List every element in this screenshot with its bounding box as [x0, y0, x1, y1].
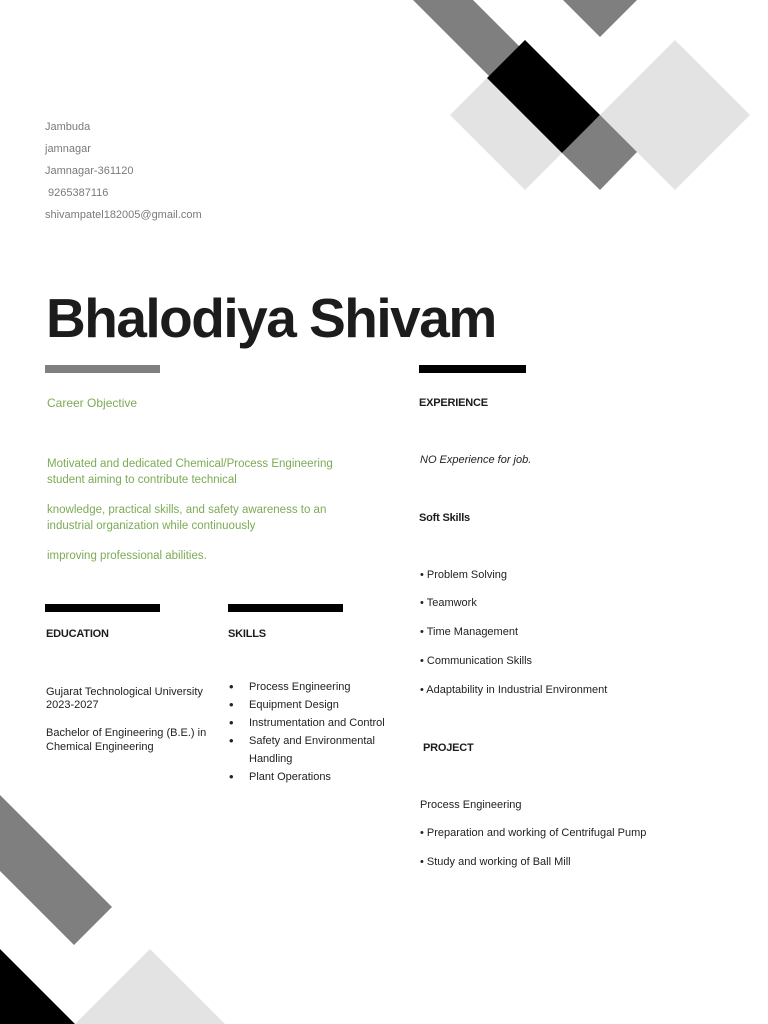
education-university: Gujarat Technological University [46, 686, 203, 698]
phone-number: 9265387116 [45, 187, 109, 199]
project-item: • Study and working of Ball Mill [420, 856, 571, 868]
education-years: 2023-2027 [46, 699, 99, 711]
soft-skills-heading: Soft Skills [419, 512, 470, 524]
soft-skill-item: • Teamwork [420, 597, 477, 609]
deco-light-diamond-left [450, 40, 600, 190]
project-item: • Preparation and working of Centrifugal Pump [420, 827, 647, 839]
career-paragraph-1: Motivated and dedicated Chemical/Process Engineering student aiming to contribute technical [47, 458, 333, 486]
deco-gray-stripe-bottom [0, 795, 112, 945]
deco-black-diamond [487, 40, 600, 153]
skills-bar [228, 604, 343, 612]
address-line-2: jamnagar [45, 143, 91, 155]
email-address: shivampatel182005@gmail.com [45, 209, 202, 221]
skill-item: • Equipment Design [229, 696, 399, 714]
skill-item: • Safety and Environmental Handling [229, 732, 399, 768]
deco-light-triangle-bottom [75, 949, 225, 1024]
deco-light-diamond-right [600, 40, 750, 190]
experience-bar [419, 365, 526, 373]
deco-gray-diamond-small [562, 115, 637, 190]
soft-skill-item: • Problem Solving [420, 569, 508, 581]
soft-skill-item: • Communication Skills [420, 655, 533, 667]
address-line-1: Jambuda [45, 121, 91, 133]
education-degree: Bachelor of Engineering (B.E.) in Chemical Engineering [46, 727, 207, 753]
skill-item: • Plant Operations [229, 768, 399, 786]
experience-heading: EXPERIENCE [419, 397, 488, 409]
skill-item: • Instrumentation and Control [229, 714, 399, 732]
deco-black-triangle-bottom [0, 949, 75, 1024]
soft-skill-item: • Adaptability in Industrial Environment [420, 684, 608, 696]
skill-item: • Process Engineering [229, 678, 399, 696]
deco-gray-chevron-top [563, 0, 637, 37]
career-bar [45, 365, 160, 373]
education-heading: EDUCATION [46, 628, 109, 640]
skills-list [229, 678, 399, 786]
career-paragraph-2: knowledge, practical skills, and safety awareness to an industrial organization while continuously [47, 504, 327, 532]
deco-gray-stripe-top [413, 0, 600, 157]
career-paragraph-3: improving professional abilities. [47, 550, 207, 562]
education-bar [45, 604, 160, 612]
contact-block [45, 116, 202, 226]
career-heading: Career Objective [47, 396, 138, 410]
soft-skill-item: • Time Management [420, 626, 519, 638]
candidate-name: Bhalodiya Shivam [46, 287, 496, 349]
project-title: Process Engineering [420, 799, 522, 811]
address-line-3: Jamnagar-361120 [45, 165, 134, 177]
experience-text: NO Experience for job. [420, 454, 532, 466]
skills-heading: SKILLS [228, 628, 266, 640]
project-heading: PROJECT [423, 742, 474, 754]
